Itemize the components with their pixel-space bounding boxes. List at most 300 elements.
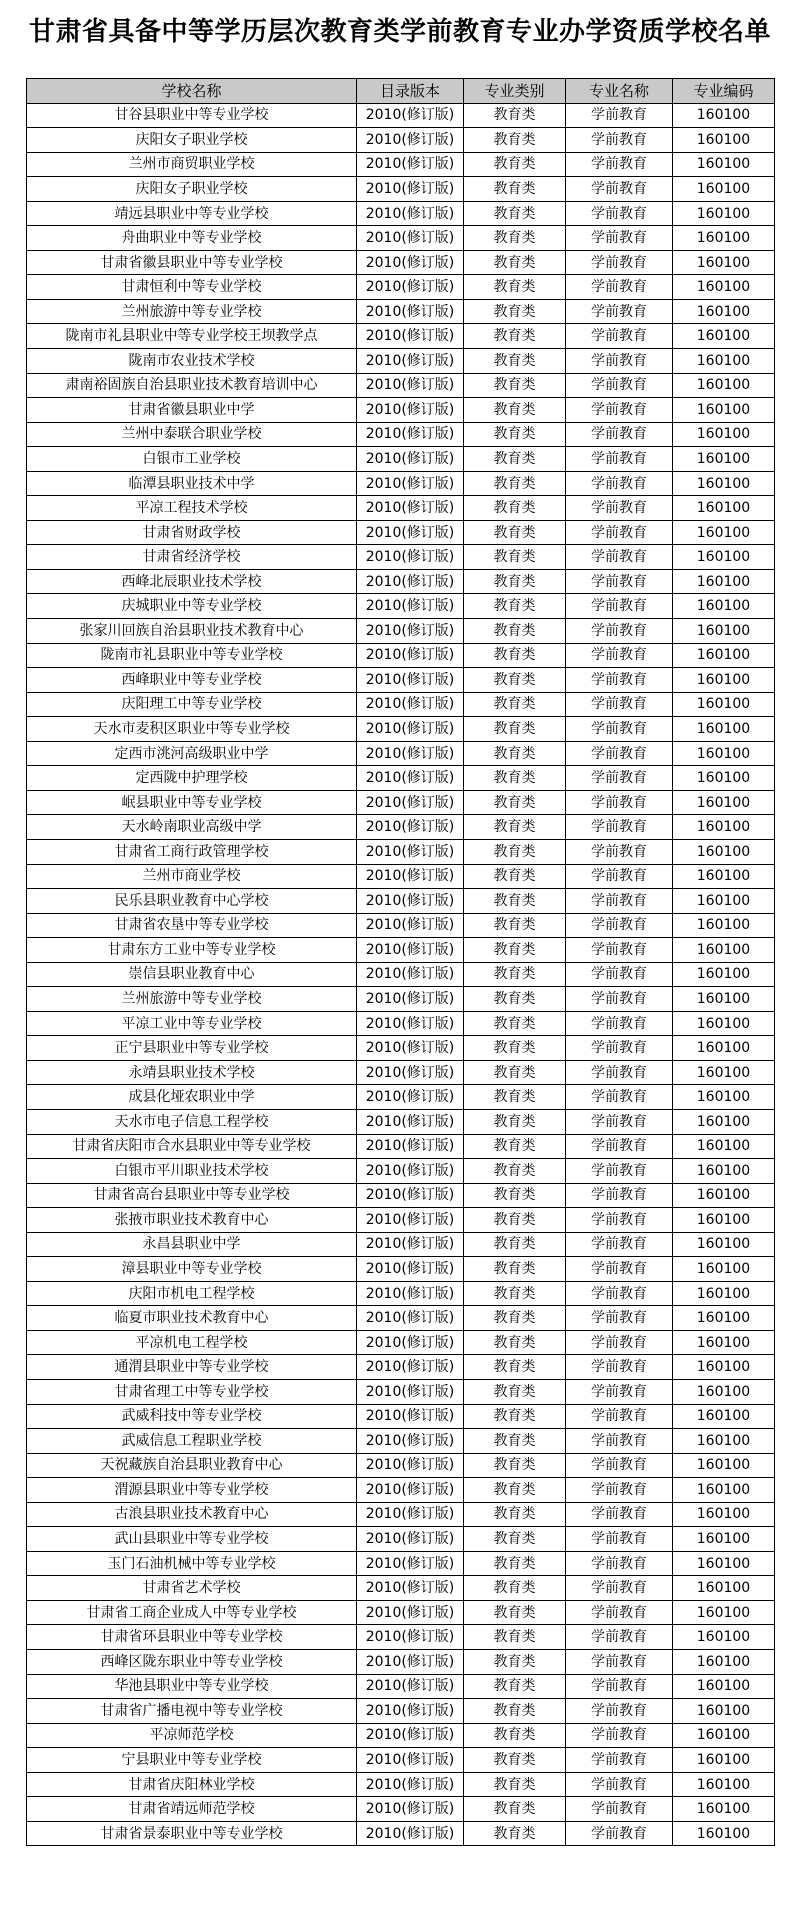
cell-major-category: 教育类 <box>464 692 566 717</box>
cell-major-code: 160100 <box>673 1478 775 1503</box>
cell-major-code: 160100 <box>673 520 775 545</box>
cell-major-name: 学前教育 <box>566 1527 673 1552</box>
cell-major-code: 160100 <box>673 1036 775 1061</box>
cell-catalog-version: 2010(修订版) <box>357 1478 464 1503</box>
cell-major-name: 学前教育 <box>566 1060 673 1085</box>
cell-school-name: 永昌县职业中学 <box>27 1232 357 1257</box>
cell-major-code: 160100 <box>673 1821 775 1846</box>
cell-major-name: 学前教育 <box>566 619 673 644</box>
cell-major-category: 教育类 <box>464 128 566 153</box>
cell-major-code: 160100 <box>673 913 775 938</box>
cell-major-code: 160100 <box>673 103 775 128</box>
table-row <box>27 790 775 815</box>
cell-major-code: 160100 <box>673 1772 775 1797</box>
cell-major-code: 160100 <box>673 766 775 791</box>
table-row <box>27 1011 775 1036</box>
cell-major-category: 教育类 <box>464 1281 566 1306</box>
table-row <box>27 1036 775 1061</box>
table-row <box>27 1159 775 1184</box>
table-row <box>27 889 775 914</box>
page-title: 甘肃省具备中等学历层次教育类学前教育专业办学资质学校名单 <box>28 17 771 47</box>
cell-school-name: 渭源县职业中等专业学校 <box>27 1478 357 1503</box>
cell-catalog-version: 2010(修订版) <box>357 1527 464 1552</box>
table-row <box>27 1772 775 1797</box>
cell-catalog-version: 2010(修订版) <box>357 1576 464 1601</box>
cell-catalog-version: 2010(修订版) <box>357 299 464 324</box>
cell-catalog-version: 2010(修订版) <box>357 1600 464 1625</box>
cell-major-category: 教育类 <box>464 864 566 889</box>
cell-major-category: 教育类 <box>464 1134 566 1159</box>
cell-major-category: 教育类 <box>464 177 566 202</box>
cell-school-name: 西峰职业中等专业学校 <box>27 668 357 693</box>
table-row <box>27 1674 775 1699</box>
cell-major-code: 160100 <box>673 201 775 226</box>
table-header-row <box>27 79 775 104</box>
cell-major-category: 教育类 <box>464 987 566 1012</box>
cell-major-code: 160100 <box>673 569 775 594</box>
cell-school-name: 甘肃省靖远师范学校 <box>27 1797 357 1822</box>
table-row <box>27 275 775 300</box>
cell-school-name: 甘肃省广播电视中等专业学校 <box>27 1699 357 1724</box>
cell-major-name: 学前教育 <box>566 1797 673 1822</box>
cell-major-code: 160100 <box>673 1306 775 1331</box>
cell-school-name: 天水市电子信息工程学校 <box>27 1109 357 1134</box>
cell-major-code: 160100 <box>673 545 775 570</box>
cell-major-category: 教育类 <box>464 1748 566 1773</box>
cell-major-category: 教育类 <box>464 1183 566 1208</box>
cell-major-code: 160100 <box>673 1527 775 1552</box>
table-row <box>27 177 775 202</box>
table-row <box>27 643 775 668</box>
table-row <box>27 839 775 864</box>
cell-major-code: 160100 <box>673 643 775 668</box>
cell-major-name: 学前教育 <box>566 1576 673 1601</box>
cell-major-name: 学前教育 <box>566 1306 673 1331</box>
cell-major-name: 学前教育 <box>566 520 673 545</box>
cell-major-name: 学前教育 <box>566 1011 673 1036</box>
cell-catalog-version: 2010(修订版) <box>357 447 464 472</box>
cell-major-code: 160100 <box>673 1625 775 1650</box>
cell-school-name: 正宁县职业中等专业学校 <box>27 1036 357 1061</box>
cell-catalog-version: 2010(修订版) <box>357 1036 464 1061</box>
cell-catalog-version: 2010(修订版) <box>357 741 464 766</box>
cell-school-name: 临夏市职业技术教育中心 <box>27 1306 357 1331</box>
cell-major-name: 学前教育 <box>566 1208 673 1233</box>
cell-major-category: 教育类 <box>464 1723 566 1748</box>
cell-catalog-version: 2010(修订版) <box>357 1379 464 1404</box>
cell-major-category: 教育类 <box>464 889 566 914</box>
cell-major-code: 160100 <box>673 594 775 619</box>
cell-major-category: 教育类 <box>464 1772 566 1797</box>
table-row <box>27 1085 775 1110</box>
cell-major-code: 160100 <box>673 741 775 766</box>
cell-major-category: 教育类 <box>464 1502 566 1527</box>
cell-school-name: 甘肃省徽县职业中等专业学校 <box>27 250 357 275</box>
cell-major-name: 学前教育 <box>566 1821 673 1846</box>
cell-major-name: 学前教育 <box>566 1134 673 1159</box>
cell-catalog-version: 2010(修订版) <box>357 1109 464 1134</box>
cell-catalog-version: 2010(修订版) <box>357 128 464 153</box>
cell-major-code: 160100 <box>673 1404 775 1429</box>
cell-major-name: 学前教育 <box>566 103 673 128</box>
table-row <box>27 471 775 496</box>
cell-major-code: 160100 <box>673 447 775 472</box>
cell-school-name: 甘谷县职业中等专业学校 <box>27 103 357 128</box>
cell-major-name: 学前教育 <box>566 987 673 1012</box>
cell-major-category: 教育类 <box>464 1257 566 1282</box>
cell-school-name: 舟曲职业中等专业学校 <box>27 226 357 251</box>
cell-major-code: 160100 <box>673 1183 775 1208</box>
cell-major-code: 160100 <box>673 1576 775 1601</box>
table-row <box>27 1281 775 1306</box>
table-row <box>27 864 775 889</box>
cell-major-name: 学前教育 <box>566 1650 673 1675</box>
table-row <box>27 520 775 545</box>
cell-major-category: 教育类 <box>464 1232 566 1257</box>
cell-major-name: 学前教育 <box>566 839 673 864</box>
cell-major-name: 学前教育 <box>566 1232 673 1257</box>
cell-major-category: 教育类 <box>464 766 566 791</box>
cell-major-name: 学前教育 <box>566 815 673 840</box>
cell-school-name: 兰州中泰联合职业学校 <box>27 422 357 447</box>
cell-major-category: 教育类 <box>464 1600 566 1625</box>
cell-major-category: 教育类 <box>464 619 566 644</box>
table-row <box>27 1527 775 1552</box>
cell-school-name: 定西陇中护理学校 <box>27 766 357 791</box>
cell-school-name: 宁县职业中等专业学校 <box>27 1748 357 1773</box>
school-table <box>26 78 775 1846</box>
cell-major-category: 教育类 <box>464 1159 566 1184</box>
cell-school-name: 甘肃省农垦中等专业学校 <box>27 913 357 938</box>
cell-major-code: 160100 <box>673 1797 775 1822</box>
cell-major-name: 学前教育 <box>566 1625 673 1650</box>
cell-major-category: 教育类 <box>464 815 566 840</box>
cell-school-name: 甘肃恒利中等专业学校 <box>27 275 357 300</box>
cell-catalog-version: 2010(修订版) <box>357 1772 464 1797</box>
cell-major-code: 160100 <box>673 373 775 398</box>
cell-catalog-version: 2010(修订版) <box>357 839 464 864</box>
cell-major-name: 学前教育 <box>566 962 673 987</box>
cell-catalog-version: 2010(修订版) <box>357 1355 464 1380</box>
cell-major-code: 160100 <box>673 1650 775 1675</box>
table-row <box>27 1208 775 1233</box>
cell-catalog-version: 2010(修订版) <box>357 422 464 447</box>
table-row <box>27 1650 775 1675</box>
cell-catalog-version: 2010(修订版) <box>357 962 464 987</box>
cell-major-code: 160100 <box>673 815 775 840</box>
cell-major-category: 教育类 <box>464 201 566 226</box>
cell-major-category: 教育类 <box>464 250 566 275</box>
cell-major-category: 教育类 <box>464 1306 566 1331</box>
cell-catalog-version: 2010(修订版) <box>357 152 464 177</box>
table-row <box>27 913 775 938</box>
cell-major-name: 学前教育 <box>566 1723 673 1748</box>
cell-major-category: 教育类 <box>464 1355 566 1380</box>
cell-school-name: 庆城职业中等专业学校 <box>27 594 357 619</box>
header-major-category: 专业类别 <box>464 79 566 104</box>
cell-major-category: 教育类 <box>464 275 566 300</box>
cell-major-name: 学前教育 <box>566 889 673 914</box>
cell-major-name: 学前教育 <box>566 1772 673 1797</box>
cell-catalog-version: 2010(修订版) <box>357 1134 464 1159</box>
cell-major-code: 160100 <box>673 619 775 644</box>
cell-major-name: 学前教育 <box>566 913 673 938</box>
cell-major-code: 160100 <box>673 1600 775 1625</box>
cell-catalog-version: 2010(修订版) <box>357 201 464 226</box>
cell-catalog-version: 2010(修订版) <box>357 864 464 889</box>
cell-school-name: 崇信县职业教育中心 <box>27 962 357 987</box>
cell-catalog-version: 2010(修订版) <box>357 250 464 275</box>
cell-school-name: 兰州旅游中等专业学校 <box>27 299 357 324</box>
cell-major-name: 学前教育 <box>566 569 673 594</box>
cell-catalog-version: 2010(修订版) <box>357 938 464 963</box>
cell-catalog-version: 2010(修订版) <box>357 717 464 742</box>
cell-major-code: 160100 <box>673 962 775 987</box>
cell-major-name: 学前教育 <box>566 1281 673 1306</box>
cell-school-name: 白银市平川职业技术学校 <box>27 1159 357 1184</box>
cell-school-name: 庆阳市机电工程学校 <box>27 1281 357 1306</box>
table-row <box>27 619 775 644</box>
table-row <box>27 1183 775 1208</box>
cell-catalog-version: 2010(修订版) <box>357 1159 464 1184</box>
cell-school-name: 庆阳女子职业学校 <box>27 128 357 153</box>
cell-major-category: 教育类 <box>464 152 566 177</box>
table-row <box>27 1306 775 1331</box>
cell-major-name: 学前教育 <box>566 1355 673 1380</box>
cell-major-category: 教育类 <box>464 594 566 619</box>
cell-major-name: 学前教育 <box>566 152 673 177</box>
table-row <box>27 1797 775 1822</box>
cell-major-name: 学前教育 <box>566 1674 673 1699</box>
cell-catalog-version: 2010(修订版) <box>357 815 464 840</box>
cell-school-name: 临潭县职业技术中学 <box>27 471 357 496</box>
cell-school-name: 兰州市商业学校 <box>27 864 357 889</box>
cell-catalog-version: 2010(修订版) <box>357 766 464 791</box>
cell-major-code: 160100 <box>673 1208 775 1233</box>
cell-major-code: 160100 <box>673 1453 775 1478</box>
table-row <box>27 201 775 226</box>
cell-catalog-version: 2010(修订版) <box>357 1625 464 1650</box>
table-row <box>27 373 775 398</box>
cell-major-code: 160100 <box>673 128 775 153</box>
table-row <box>27 815 775 840</box>
cell-major-name: 学前教育 <box>566 422 673 447</box>
cell-major-name: 学前教育 <box>566 594 673 619</box>
table-row <box>27 1355 775 1380</box>
cell-major-category: 教育类 <box>464 643 566 668</box>
cell-major-code: 160100 <box>673 496 775 521</box>
cell-major-code: 160100 <box>673 1379 775 1404</box>
header-major-name: 专业名称 <box>566 79 673 104</box>
cell-catalog-version: 2010(修订版) <box>357 103 464 128</box>
cell-major-code: 160100 <box>673 1551 775 1576</box>
cell-catalog-version: 2010(修订版) <box>357 349 464 374</box>
header-major-code: 专业编码 <box>673 79 775 104</box>
cell-major-name: 学前教育 <box>566 496 673 521</box>
cell-major-category: 教育类 <box>464 1060 566 1085</box>
cell-major-name: 学前教育 <box>566 545 673 570</box>
cell-major-name: 学前教育 <box>566 1183 673 1208</box>
cell-major-category: 教育类 <box>464 545 566 570</box>
table-row <box>27 324 775 349</box>
cell-major-name: 学前教育 <box>566 201 673 226</box>
cell-school-name: 庆阳女子职业学校 <box>27 177 357 202</box>
cell-major-code: 160100 <box>673 1109 775 1134</box>
header-school-name: 学校名称 <box>27 79 357 104</box>
cell-major-category: 教育类 <box>464 1674 566 1699</box>
cell-catalog-version: 2010(修订版) <box>357 1208 464 1233</box>
cell-major-code: 160100 <box>673 717 775 742</box>
cell-major-name: 学前教育 <box>566 373 673 398</box>
cell-major-code: 160100 <box>673 1330 775 1355</box>
table-row <box>27 1257 775 1282</box>
table-row <box>27 1453 775 1478</box>
cell-major-name: 学前教育 <box>566 1478 673 1503</box>
cell-school-name: 甘肃东方工业中等专业学校 <box>27 938 357 963</box>
cell-major-category: 教育类 <box>464 520 566 545</box>
cell-major-name: 学前教育 <box>566 1379 673 1404</box>
table-row <box>27 103 775 128</box>
cell-school-name: 陇南市礼县职业中等专业学校 <box>27 643 357 668</box>
cell-major-name: 学前教育 <box>566 1330 673 1355</box>
cell-school-name: 岷县职业中等专业学校 <box>27 790 357 815</box>
table-row <box>27 545 775 570</box>
cell-catalog-version: 2010(修订版) <box>357 1330 464 1355</box>
cell-school-name: 甘肃省环县职业中等专业学校 <box>27 1625 357 1650</box>
cell-major-category: 教育类 <box>464 1625 566 1650</box>
cell-school-name: 天水市麦积区职业中等专业学校 <box>27 717 357 742</box>
table-row <box>27 398 775 423</box>
cell-catalog-version: 2010(修订版) <box>357 471 464 496</box>
table-row <box>27 766 775 791</box>
cell-major-category: 教育类 <box>464 226 566 251</box>
table-row <box>27 349 775 374</box>
cell-major-category: 教育类 <box>464 1453 566 1478</box>
cell-major-category: 教育类 <box>464 1404 566 1429</box>
cell-catalog-version: 2010(修订版) <box>357 987 464 1012</box>
table-row <box>27 226 775 251</box>
cell-major-category: 教育类 <box>464 1527 566 1552</box>
cell-school-name: 民乐县职业教育中心学校 <box>27 889 357 914</box>
cell-school-name: 武威科技中等专业学校 <box>27 1404 357 1429</box>
cell-major-name: 学前教育 <box>566 668 673 693</box>
table-row <box>27 1625 775 1650</box>
cell-major-category: 教育类 <box>464 1330 566 1355</box>
cell-catalog-version: 2010(修订版) <box>357 1674 464 1699</box>
cell-major-name: 学前教育 <box>566 226 673 251</box>
cell-school-name: 甘肃省高台县职业中等专业学校 <box>27 1183 357 1208</box>
cell-major-category: 教育类 <box>464 938 566 963</box>
cell-major-name: 学前教育 <box>566 128 673 153</box>
cell-major-category: 教育类 <box>464 717 566 742</box>
cell-major-code: 160100 <box>673 1257 775 1282</box>
cell-catalog-version: 2010(修订版) <box>357 643 464 668</box>
cell-major-code: 160100 <box>673 299 775 324</box>
cell-major-category: 教育类 <box>464 1551 566 1576</box>
cell-major-name: 学前教育 <box>566 398 673 423</box>
cell-major-name: 学前教育 <box>566 741 673 766</box>
cell-major-name: 学前教育 <box>566 1699 673 1724</box>
cell-school-name: 成县化垭农职业中学 <box>27 1085 357 1110</box>
table-row <box>27 1429 775 1454</box>
table-row <box>27 422 775 447</box>
cell-major-code: 160100 <box>673 1159 775 1184</box>
cell-catalog-version: 2010(修订版) <box>357 1257 464 1282</box>
cell-catalog-version: 2010(修订版) <box>357 1453 464 1478</box>
cell-major-name: 学前教育 <box>566 447 673 472</box>
cell-school-name: 甘肃省庆阳市合水县职业中等专业学校 <box>27 1134 357 1159</box>
cell-school-name: 通渭县职业中等专业学校 <box>27 1355 357 1380</box>
cell-major-code: 160100 <box>673 1699 775 1724</box>
cell-catalog-version: 2010(修订版) <box>357 1699 464 1724</box>
cell-major-name: 学前教育 <box>566 1036 673 1061</box>
table-row <box>27 299 775 324</box>
cell-major-category: 教育类 <box>464 447 566 472</box>
table-row <box>27 1379 775 1404</box>
cell-major-code: 160100 <box>673 668 775 693</box>
cell-major-code: 160100 <box>673 864 775 889</box>
cell-catalog-version: 2010(修订版) <box>357 1404 464 1429</box>
table-row <box>27 128 775 153</box>
cell-catalog-version: 2010(修订版) <box>357 569 464 594</box>
cell-catalog-version: 2010(修订版) <box>357 1011 464 1036</box>
cell-major-name: 学前教育 <box>566 471 673 496</box>
table-row <box>27 1060 775 1085</box>
cell-school-name: 武威信息工程职业学校 <box>27 1429 357 1454</box>
cell-catalog-version: 2010(修订版) <box>357 1060 464 1085</box>
cell-major-category: 教育类 <box>464 324 566 349</box>
table-row <box>27 152 775 177</box>
cell-major-category: 教育类 <box>464 398 566 423</box>
cell-school-name: 西峰北辰职业技术学校 <box>27 569 357 594</box>
cell-school-name: 甘肃省徽县职业中学 <box>27 398 357 423</box>
cell-catalog-version: 2010(修订版) <box>357 913 464 938</box>
cell-catalog-version: 2010(修订版) <box>357 1723 464 1748</box>
cell-major-category: 教育类 <box>464 1379 566 1404</box>
cell-major-code: 160100 <box>673 790 775 815</box>
table-row <box>27 594 775 619</box>
cell-major-code: 160100 <box>673 324 775 349</box>
cell-major-category: 教育类 <box>464 1478 566 1503</box>
cell-major-category: 教育类 <box>464 299 566 324</box>
table-row <box>27 447 775 472</box>
cell-major-code: 160100 <box>673 839 775 864</box>
cell-school-name: 甘肃省庆阳林业学校 <box>27 1772 357 1797</box>
cell-major-name: 学前教育 <box>566 250 673 275</box>
cell-school-name: 甘肃省财政学校 <box>27 520 357 545</box>
cell-catalog-version: 2010(修订版) <box>357 275 464 300</box>
cell-major-code: 160100 <box>673 1232 775 1257</box>
cell-catalog-version: 2010(修订版) <box>357 1232 464 1257</box>
cell-major-code: 160100 <box>673 1085 775 1110</box>
cell-catalog-version: 2010(修订版) <box>357 398 464 423</box>
cell-catalog-version: 2010(修订版) <box>357 1650 464 1675</box>
cell-major-code: 160100 <box>673 177 775 202</box>
cell-school-name: 平凉工程技术学校 <box>27 496 357 521</box>
cell-catalog-version: 2010(修订版) <box>357 1797 464 1822</box>
cell-school-name: 平凉师范学校 <box>27 1723 357 1748</box>
cell-major-name: 学前教育 <box>566 1109 673 1134</box>
cell-major-category: 教育类 <box>464 569 566 594</box>
cell-school-name: 张掖市职业技术教育中心 <box>27 1208 357 1233</box>
cell-major-code: 160100 <box>673 398 775 423</box>
cell-catalog-version: 2010(修订版) <box>357 692 464 717</box>
cell-school-name: 平凉机电工程学校 <box>27 1330 357 1355</box>
table-row <box>27 987 775 1012</box>
table-row <box>27 569 775 594</box>
cell-major-name: 学前教育 <box>566 1502 673 1527</box>
cell-major-name: 学前教育 <box>566 790 673 815</box>
